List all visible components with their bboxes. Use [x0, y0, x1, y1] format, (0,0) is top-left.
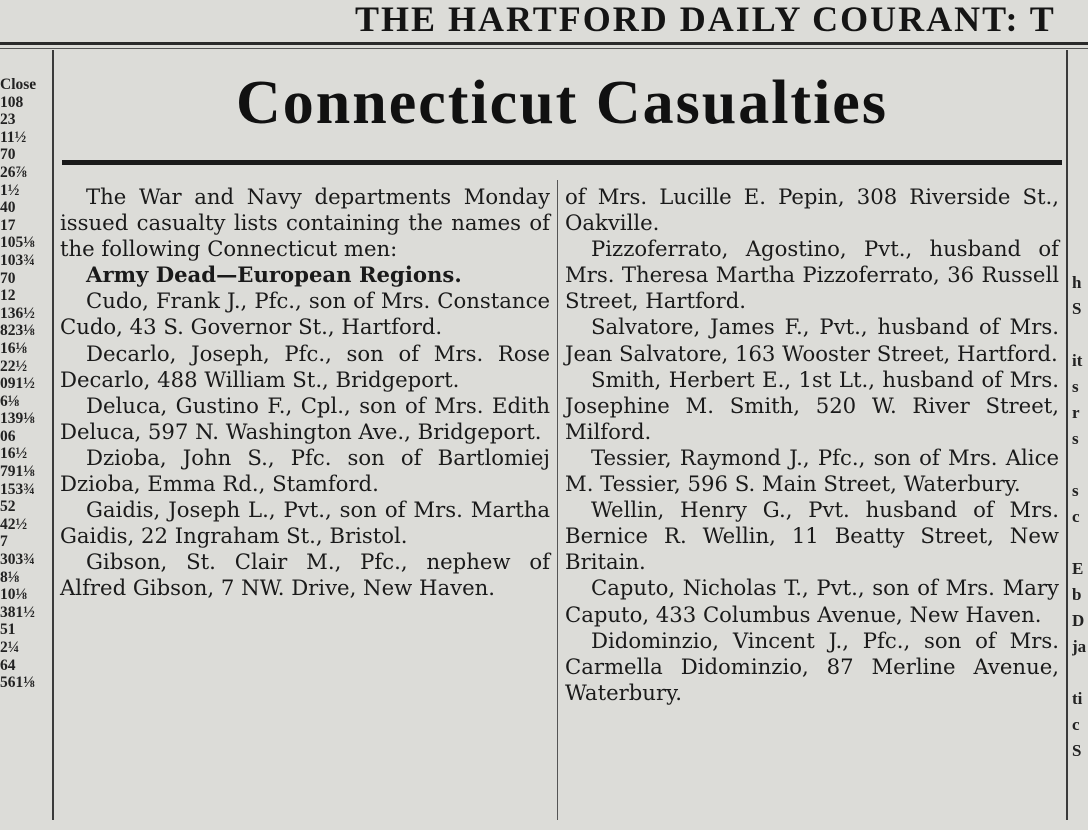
margin-fragment: 51 [0, 621, 16, 639]
margin-fragment [1072, 452, 1088, 478]
casualty-entry: Dzioba, John S., Pfc. son of Bartlomiej Dzioba, Emma Rd., Stamford. [60, 444, 550, 497]
casualty-entry: Wellin, Henry G., Pvt. husband of Mrs. Bernice R. Wellin, 11 Beatty Street, New Britain. [565, 497, 1059, 575]
margin-fragment: 091½ [0, 375, 35, 393]
margin-fragment: 10⅛ [0, 586, 28, 604]
article-intro: The War and Navy departments Monday issued casualty lists containing the names of the following Connecticut men: [60, 184, 550, 262]
margin-fragment: 70 [0, 146, 16, 164]
margin-fragment: 26⅞ [0, 163, 28, 181]
margin-fragment: 791⅛ [0, 463, 35, 481]
margin-fragment: 139⅛ [0, 410, 35, 428]
article-column-1 [60, 184, 550, 602]
margin-fragment: Close [0, 76, 37, 93]
margin-fragment: 11½ [0, 128, 27, 146]
margin-fragment [1072, 660, 1088, 686]
margin-fragment [1072, 322, 1088, 348]
margin-fragment: 108 [0, 93, 24, 111]
margin-fragment: 64 [0, 656, 16, 674]
margin-fragment: 16⅛ [0, 339, 28, 357]
casualty-entry: Caputo, Nicholas T., Pvt., son of Mrs. Mary Caputo, 433 Columbus Avenue, New Haven. [565, 575, 1059, 627]
margin-fragment: 2¼ [0, 639, 20, 656]
margin-fragment: b [1072, 585, 1082, 604]
margin-fragment [1072, 530, 1088, 556]
casualty-entry: Gibson, St. Clair M., Pfc., nephew of Alfred Gibson, 7 NW. Drive, New Haven. [60, 549, 550, 601]
margin-fragment: E [1072, 559, 1084, 578]
casualty-entry: Didominzio, Vincent J., Pfc., son of Mrs. Carmella Didominzio, 87 Merline Avenue, Waterbury. [565, 627, 1059, 705]
margin-fragment: 1½ [0, 181, 20, 199]
article-column-2 [565, 184, 1059, 706]
right-column-rule [1066, 50, 1068, 820]
article-headline: Connecticut Casualties [236, 69, 888, 137]
column-divider [557, 180, 558, 820]
left-column-rule [52, 50, 54, 820]
margin-fragment: S [1072, 741, 1082, 760]
margin-fragment: s [1072, 481, 1079, 500]
margin-fragment: c [1072, 715, 1080, 734]
margin-fragment: 22½ [0, 357, 28, 375]
margin-fragment: 23 [0, 111, 16, 129]
masthead-rule [0, 42, 1088, 45]
margin-fragment: it [1072, 351, 1083, 370]
casualty-entry: Cudo, Frank J., Pfc., son of Mrs. Constance Cudo, 43 S. Governor St., Hartford. [60, 288, 550, 340]
casualty-entry: Salvatore, James F., Pvt., husband of Mrs. Jean Salvatore, 163 Wooster Street, Hartford. [565, 314, 1059, 366]
casualty-entry-continued: of Mrs. Lucille E. Pepin, 308 Riverside St., Oakville. [565, 184, 1059, 236]
margin-fragment: 136½ [0, 304, 35, 322]
margin-fragment: S [1072, 299, 1082, 318]
margin-fragment: h [1072, 273, 1082, 292]
margin-fragment: 381½ [0, 603, 35, 621]
section-heading: Army Dead—European Regions. [86, 262, 462, 288]
margin-fragment: 70 [0, 269, 16, 287]
margin-fragment: 06 [0, 427, 16, 445]
margin-fragment: 52 [0, 498, 16, 516]
margin-fragment: 561⅛ [0, 674, 35, 692]
margin-fragment: 823⅛ [0, 322, 35, 340]
casualty-entry: Deluca, Gustino F., Cpl., son of Mrs. Edith Deluca, 597 N. Washington Ave., Bridgeport. [60, 392, 550, 444]
casualty-entry: Smith, Herbert E., 1st Lt., husband of Mrs. Josephine M. Smith, 520 W. River Street, Milford. [565, 366, 1059, 444]
newspaper-masthead: THE HARTFORD DAILY COURANT: T [355, 0, 1056, 39]
margin-fragment: s [1072, 377, 1079, 396]
margin-fragment: 103¾ [0, 251, 35, 269]
margin-fragment: r [1072, 403, 1080, 422]
headline-rule [62, 160, 1062, 165]
margin-fragment: c [1072, 507, 1080, 526]
margin-fragment: 42½ [0, 515, 28, 533]
margin-fragment: ja [1072, 637, 1087, 656]
margin-fragment: ti [1072, 689, 1083, 708]
casualty-entry: Pizzoferrato, Agostino, Pvt., husband of Mrs. Theresa Martha Pizzoferrato, 36 Russell Street, Hartford. [565, 236, 1059, 314]
margin-fragment: 303¾ [0, 551, 35, 569]
margin-fragment: D [1072, 611, 1085, 630]
margin-fragment: 40 [0, 199, 16, 217]
margin-fragment: 12 [0, 287, 16, 305]
right-adjacent-column [1072, 270, 1088, 830]
masthead-rule-thin [0, 48, 1088, 49]
margin-fragment: 153¾ [0, 480, 35, 498]
left-adjacent-column [0, 76, 52, 816]
margin-fragment: 17 [0, 216, 16, 234]
casualty-entry: Tessier, Raymond J., Pfc., son of Mrs. Alice M. Tessier, 596 S. Main Street, Waterbury. [565, 444, 1059, 497]
casualty-entry: Gaidis, Joseph L., Pvt., son of Mrs. Martha Gaidis, 22 Ingraham St., Bristol. [60, 497, 550, 549]
margin-fragment: 16½ [0, 445, 28, 463]
margin-fragment: s [1072, 429, 1079, 448]
casualty-entry: Decarlo, Joseph, Pfc., son of Mrs. Rose Decarlo, 488 William St., Bridgeport. [60, 340, 550, 392]
margin-fragment: 8⅛ [0, 568, 20, 586]
margin-fragment: 7 [0, 533, 8, 551]
margin-fragment: 105⅛ [0, 234, 35, 252]
margin-fragment: 6⅛ [0, 392, 20, 410]
